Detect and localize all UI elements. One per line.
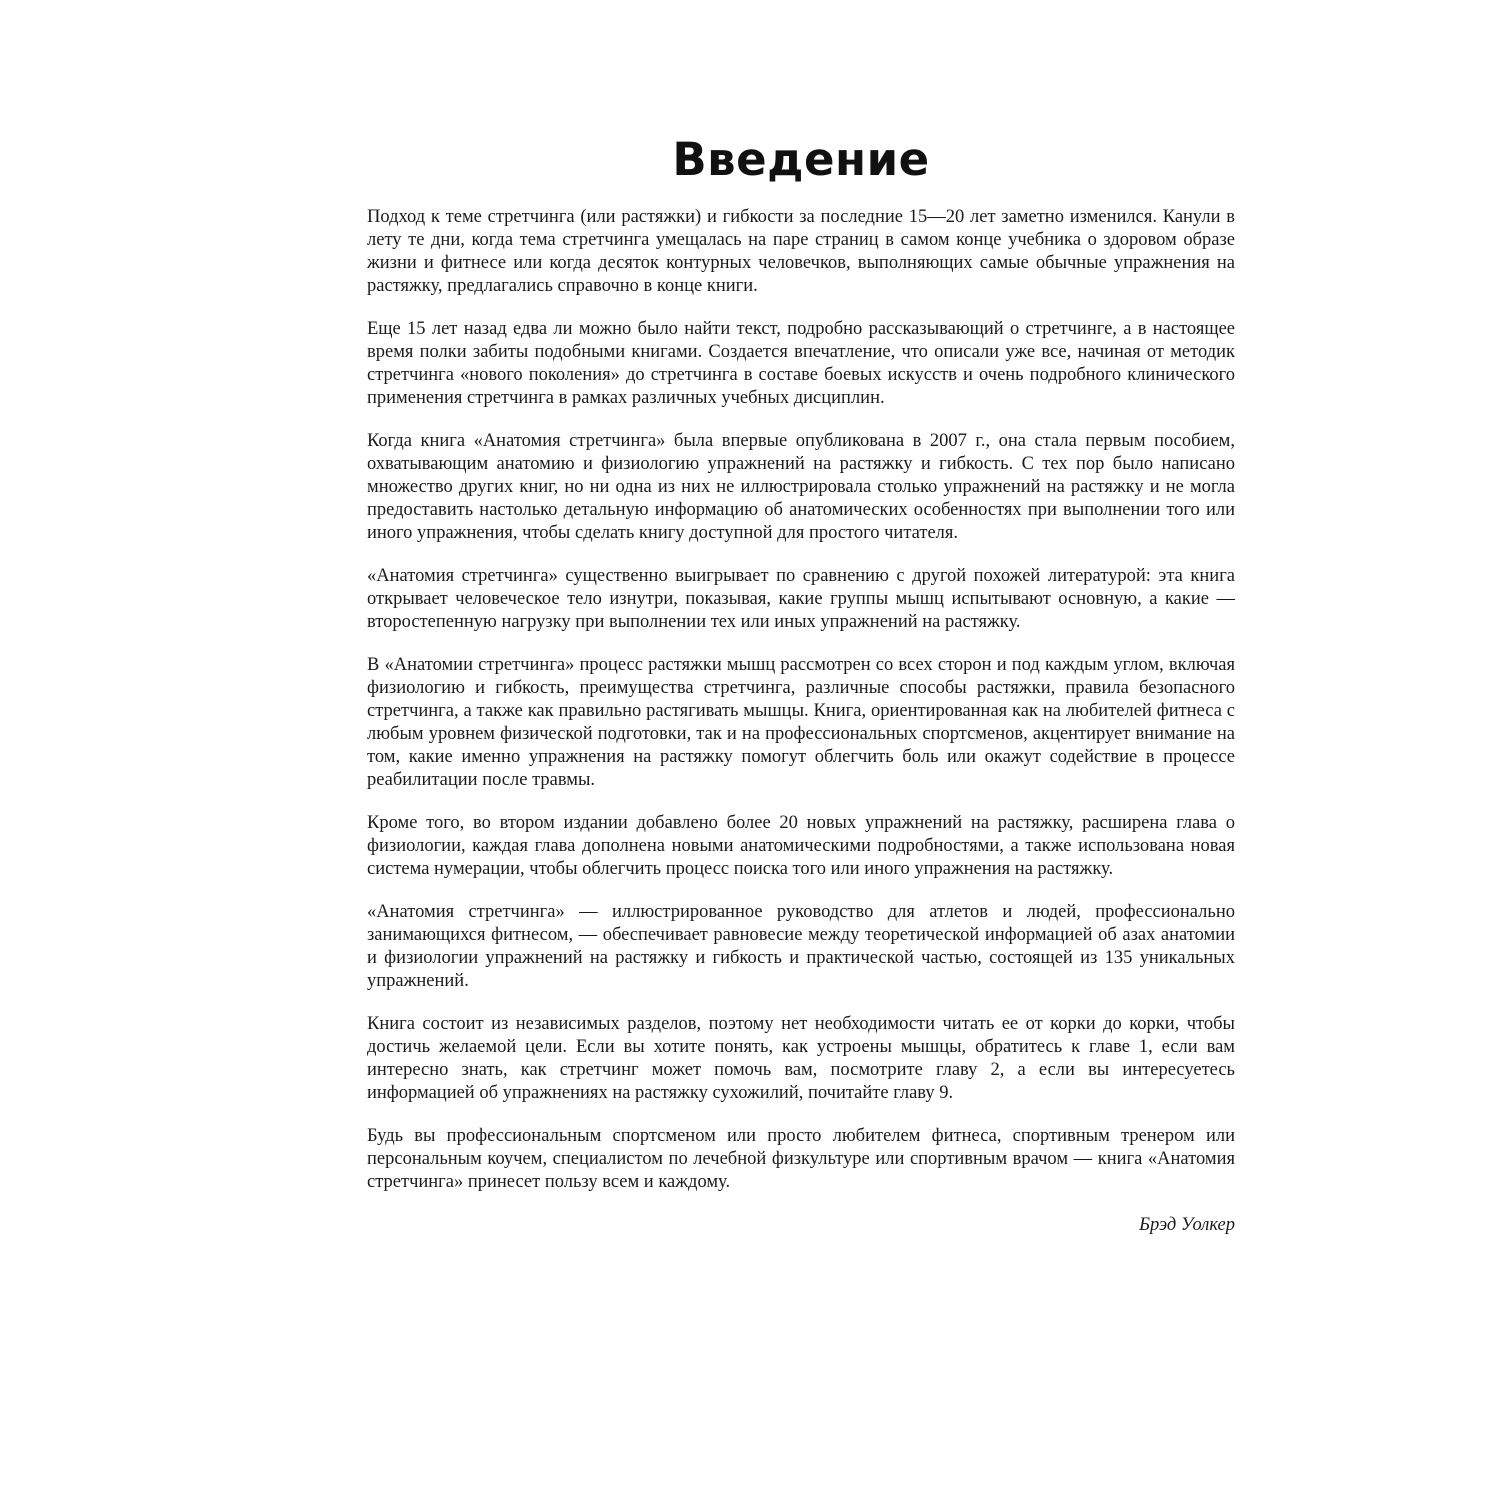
paragraph-5: В «Анатомии стретчинга» процесс растяжки мышц рассмотрен со всех сторон и под каждым углом, включая физиологию и гибкость, преимущества стретчинга, различные способы растяжки, правила безопасного стретчинга, а также как правильно растягивать мышцы. Книга, ориентированная как на любителей фитнеса с любым уровнем физической подготовки, так и на профессиональных спортсменов, акцентирует внимание на том, какие именно упражнения на растяжку помогут облегчить боль или окажут содействие в процессе реабилитации после травмы. — [367, 655, 1235, 790]
paragraph-2: Еще 15 лет назад едва ли можно было найти текст, подробно рассказывающий о стретчинге, а в настоящее время полки забиты подобными книгами. Создается впечатление, что описали уже все, начиная от методик стретчинга «нового поколения» до стретчинга в составе боевых искусств и очень подробного клинического применения стретчинга в рамках различных учебных дисциплин. — [367, 319, 1235, 408]
document-page — [367, 130, 1235, 1237]
paragraph-4: «Анатомия стретчинга» существенно выигрывает по сравнению с другой похожей литературой: эта книга открывает человеческое тело изнутри, показывая, какие группы мышц испытывают основную, а какие — второстепенную нагрузку при выполнении тех или иных упражнений на растяжку. — [367, 566, 1235, 632]
page-title: Введение — [672, 133, 930, 186]
author-signature: Брэд Уолкер — [1139, 1215, 1235, 1235]
paragraph-9: Будь вы профессиональным спортсменом или просто любителем фитнеса, спортивным тренером или персональным коучем, специалистом по лечебной физкультуре или спортивным врачом — книга «Анатомия стретчинга» принесет пользу всем и каждому. — [367, 1126, 1235, 1192]
paragraph-1: Подход к теме стретчинга (или растяжки) и гибкости за последние 15—20 лет заметно изменился. Канули в лету те дни, когда тема стретчинга умещалась на паре страниц в самом конце учебника о здоровом образе жизни и фитнесе или когда десяток контурных человечков, выполняющих самые обычные упражнения на растяжку, предлагались справочно в конце книги. — [367, 207, 1235, 296]
paragraph-8: Книга состоит из независимых разделов, поэтому нет необходимости читать ее от корки до корки, чтобы достичь желаемой цели. Если вы хотите понять, как устроены мышцы, обратитесь к главе 1, если вам интересно знать, как стретчинг может помочь вам, посмотрите главу 2, а если вы интересуетесь информацией об упражнениях на растяжку сухожилий, почитайте главу 9. — [367, 1014, 1235, 1103]
paragraph-7: «Анатомия стретчинга» — иллюстрированное руководство для атлетов и людей, профессионально занимающихся фитнесом, — обеспечивает равновесие между теоретической информацией об азах анатомии и физиологии упражнений на растяжку и гибкость и практической частью, состоящей из 135 уникальных упражнений. — [367, 902, 1235, 991]
paragraph-6: Кроме того, во втором издании добавлено более 20 новых упражнений на растяжку, расширена глава о физиологии, каждая глава дополнена новыми анатомическими подробностями, а также использована новая система нумерации, чтобы облегчить процесс поиска того или иного упражнения на растяжку. — [367, 813, 1235, 879]
paragraph-3: Когда книга «Анатомия стретчинга» была впервые опубликована в 2007 г., она стала первым пособием, охватывающим анатомию и физиологию упражнений на растяжку и гибкость. С тех пор было написано множество других книг, но ни одна из них не иллюстрировала столько упражнений на растяжку и не могла предоставить настолько детальную информацию об анатомических особенностях при выполнении того или иного упражнения, чтобы сделать книгу доступной для простого читателя. — [367, 431, 1235, 543]
